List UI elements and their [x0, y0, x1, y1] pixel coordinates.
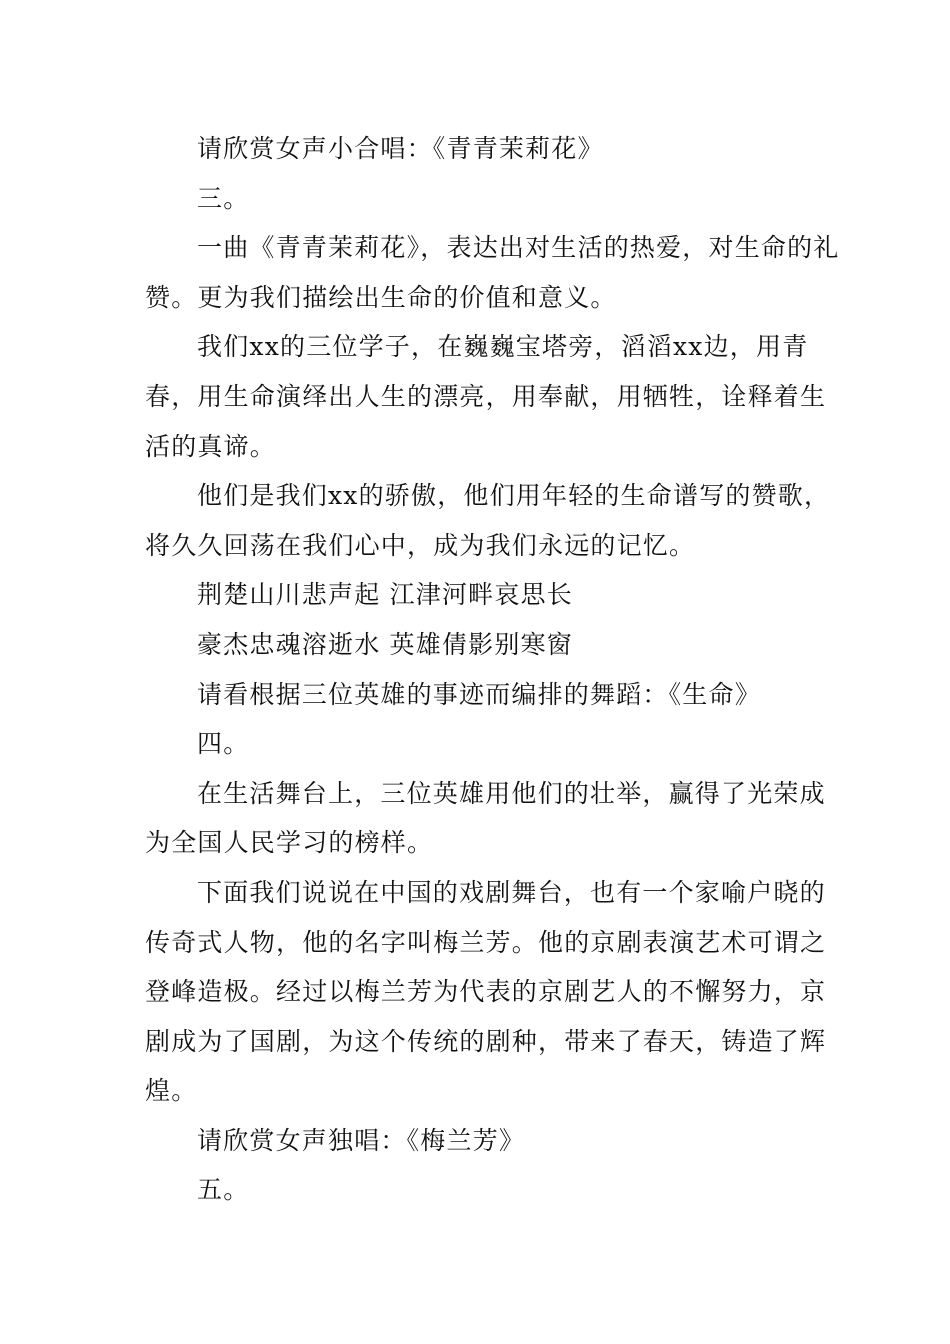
section-number: 四。 [197, 729, 250, 759]
paragraph: 他们是我们xx的骄傲，他们用年轻的生命谱写的赞歌，将久久回荡在我们心中，成为我们永远的记忆。 [145, 481, 831, 560]
paragraph-program-intro: 请欣赏女声小合唱：《青青茉莉花》 [197, 134, 604, 163]
paragraph: 一曲《青青茉莉花》，表达出对生活的热爱，对生命的礼赞。更为我们描绘出生命的价值和意义。 [145, 233, 840, 312]
verse-line: 豪杰忠魂溶逝水 英雄倩影别寒窗 [197, 629, 573, 659]
paragraph-program-intro: 请看根据三位英雄的事迹而编排的舞蹈：《生命》 [197, 679, 761, 709]
paragraph: 我们xx的三位学子，在巍巍宝塔旁，滔滔xx边，用青春，用生命演绎出人生的漂亮，用奉献，用牺牲，诠释着生活的真谛。 [145, 332, 827, 461]
paragraph-program-intro: 请欣赏女声独唱：《梅兰芳》 [197, 1125, 526, 1155]
section-number: 三。 [197, 183, 250, 213]
verse-line: 荆楚山川悲声起 江津河畔哀思长 [197, 580, 573, 610]
section-number: 五。 [197, 1175, 250, 1205]
paragraph: 在生活舞台上，三位英雄用他们的壮举，赢得了光荣成为全国人民学习的榜样。 [145, 778, 826, 858]
paragraph: 下面我们说说在中国的戏剧舞台，也有一个家喻户晓的传奇式人物，他的名字叫梅兰芳。他的京剧表演艺术可谓之登峰造极。经过以梅兰芳为代表的京剧艺人的不懈努力，京剧成为了国剧，为这个传统的剧种，带来了春天，铸造了辉煌。 [145, 877, 827, 1106]
document-body [145, 124, 845, 1215]
